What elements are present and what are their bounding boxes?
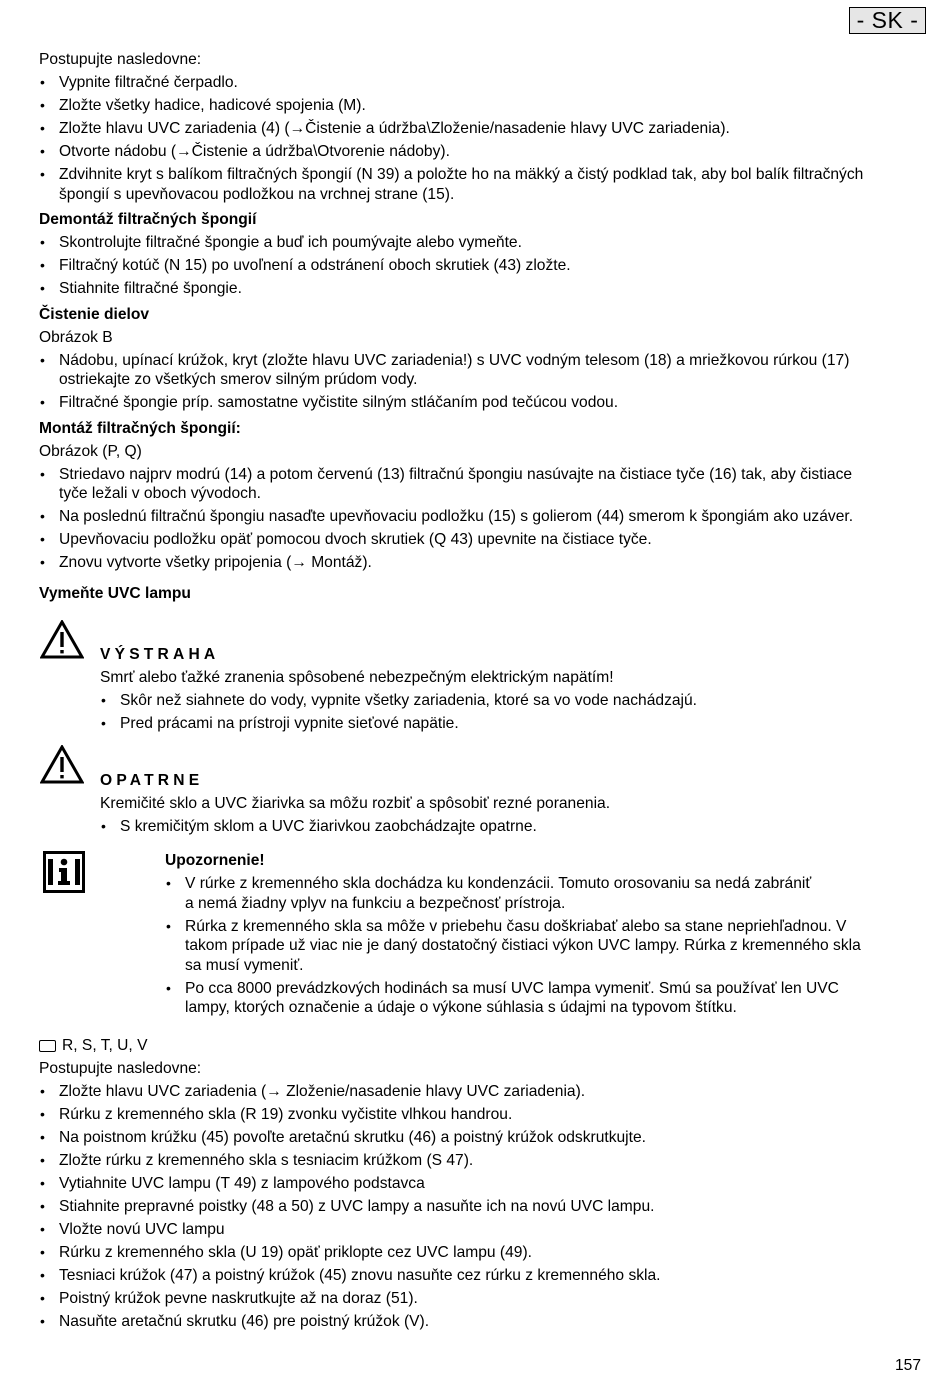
list-item: • Skontrolujte filtračné špongie a buď ich poumývajte alebo vymeňte.: [39, 233, 929, 253]
list-item: • Zložte rúrku z kremenného skla s tesniacim krúžkom (S 47).: [39, 1151, 929, 1171]
list-item: [39, 165, 929, 204]
list-item-line: takom prípade už viac nie je daný dostatočný čistiaci výkon UVC lampy. Rúrka z kremenného skla: [185, 937, 861, 954]
list-item: • Zložte hlavu UVC zariadenia (4) (→Čistenie a údržba\Zloženie/nasadenie hlavy UVC zariadenia).: [39, 119, 929, 139]
list-item: [165, 979, 925, 1018]
info-icon: [43, 851, 85, 893]
note-box: [165, 851, 925, 1018]
caution-text: Kremičité sklo a UVC žiarivka sa môžu rozbiť a spôsobiť rezné poranenia.: [100, 794, 611, 812]
section-heading: Demontáž filtračných špongií: [39, 211, 257, 228]
list-item: • Tesniaci krúžok (47) a poistný krúžok (45) znovu nasuňte cez rúrku z kremenného skla.: [39, 1266, 929, 1286]
list-item: • Skôr než siahnete do vody, vypnite všetky zariadenia, ktoré sa vo vode nachádzajú.: [100, 691, 920, 711]
list-item: • Na poslednú filtračnú špongiu nasaďte upevňovaciu podložku (15) s golierom (44) smerom k špongiám ako uzáver.: [39, 507, 929, 527]
list-item: • Na poistnom krúžku (45) povoľte aretačnú skrutku (46) a poistný krúžok odskrutkujte.: [39, 1128, 929, 1148]
list-item: • S kremičitým sklom a UVC žiarivkou zaobchádzajte opatrne.: [100, 817, 920, 837]
list-item: • Nasuňte aretačnú skrutku (46) pre poistný krúžok (V).: [39, 1312, 929, 1332]
list-item-line: a nemá žiadny vplyv na funkciu a bezpečnosť prístroja.: [185, 894, 566, 912]
figure-icon: [39, 1040, 56, 1052]
list-item: • Pred prácami na prístroji vypnite sieťové napätie.: [100, 714, 920, 734]
figure-reference-text: R, S, T, U, V: [62, 1037, 148, 1054]
list-item: • Rúrku z kremenného skla (R 19) zvonku vyčistite vlhkou handrou.: [39, 1105, 929, 1125]
list-item: • Stiahnite prepravné poistky (48 a 50) z UVC lampy a nasuňte ich na novú UVC lampu.: [39, 1197, 929, 1217]
list-item: • Otvorte nádobu (→Čistenie a údržba\Otvorenie nádoby).: [39, 142, 929, 162]
list-item: • Stiahnite filtračné špongie.: [39, 279, 929, 299]
list-item-line: • Rúrka z kremenného skla sa môže v priebehu času doškriabať alebo sa stane nepriehľadnou. V: [185, 917, 847, 935]
list-item-line: lampy, ktorých označenie a údaje o výkone súhlasia s údajmi na typovom štítku.: [185, 999, 737, 1016]
list-item-line: sa musí vymeniť.: [185, 956, 304, 974]
caution-title: OPATRNE: [100, 772, 204, 789]
warning-box: [100, 645, 920, 733]
procedure-intro: Postupujte nasledovne:: [39, 51, 202, 68]
figure-reference: Obrázok (P, Q): [39, 442, 142, 460]
note-title: Upozornenie!: [165, 852, 265, 869]
figure-reference: Obrázok B: [39, 328, 113, 346]
list-item: • Filtračný kotúč (N 15) po uvoľnení a odstránení oboch skrutiek (43) zložte.: [39, 256, 929, 276]
lamp-replacement-procedure: [39, 1036, 929, 1331]
list-item-line: • Striedavo najprv modrú (14) a potom červenú (13) filtračnú špongiu nasúvajte na čistiace tyče (16) tak, aby čistiace: [59, 465, 853, 483]
list-item: • Znovu vytvorte všetky pripojenia (→ Montáž).: [39, 553, 929, 573]
uvc-lamp-section: [39, 584, 929, 604]
list-item: [39, 465, 929, 504]
page-number: 157: [895, 1357, 922, 1374]
list-item-line: ostriekajte zo všetkých smerov silným prúdom vody.: [59, 371, 418, 388]
warning-triangle-icon: [40, 620, 84, 660]
procedure-intro: Postupujte nasledovne:: [39, 1059, 202, 1077]
list-item: • Upevňovaciu podložku opäť pomocou dvoch skrutiek (Q 43) upevnite na čistiace tyče.: [39, 530, 929, 550]
caution-triangle-icon: [40, 745, 84, 785]
list-item: [39, 351, 929, 390]
list-item: • Vytiahnite UVC lampu (T 49) z lampového podstavca: [39, 1174, 929, 1194]
list-item-line: • V rúrke z kremenného skla dochádza ku kondenzácii. Tomuto orosovaniu sa nedá zabrániť: [185, 875, 812, 892]
parts-cleaning-section: [39, 305, 929, 413]
list-item: • Zložte hlavu UVC zariadenia (→ Zloženie/nasadenie hlavy UVC zariadenia).: [39, 1082, 929, 1102]
figure-reference: [39, 1036, 929, 1056]
procedure-section-1: [39, 50, 929, 204]
list-item: • Zložte všetky hadice, hadicové spojenia (M).: [39, 96, 929, 116]
list-item-line: • Zdvihnite kryt s balíkom filtračných špongií (N 39) a položte ho na mäkký a čistý podklad tak, aby bol balík filtračných: [59, 166, 864, 183]
section-heading: Čistenie dielov: [39, 306, 150, 323]
language-badge: - SK -: [849, 7, 926, 34]
list-item: • Vypnite filtračné čerpadlo.: [39, 73, 929, 93]
list-item-line: • Nádobu, upínací krúžok, kryt (zložte hlavu UVC zariadenia!) s UVC vodným telesom (18) a mriežkovou rúrkou (17): [59, 351, 850, 369]
warning-text: Smrť alebo ťažké zranenia spôsobené nebezpečným elektrickým napätím!: [100, 668, 614, 686]
sponge-mounting-section: [39, 419, 929, 573]
list-item-line: tyče ležali v oboch vývodoch.: [59, 485, 261, 502]
list-item: [165, 917, 925, 976]
section-heading: Vymeňte UVC lampu: [39, 585, 191, 602]
list-item: • Rúrku z kremenného skla (U 19) opäť priklopte cez UVC lampu (49).: [39, 1243, 929, 1263]
list-item: • Poistný krúžok pevne naskrutkujte až na doraz (51).: [39, 1289, 929, 1309]
section-heading: Montáž filtračných špongií:: [39, 420, 241, 437]
sponge-removal-section: [39, 210, 929, 299]
warning-title: VÝSTRAHA: [100, 646, 220, 663]
caution-box: [100, 771, 920, 836]
list-item-line: špongií s upevňovacou podložkou na vrchnej strane (15).: [59, 185, 455, 203]
list-item: • Filtračné špongie príp. samostatne vyčistite silným stláčaním pod tečúcou vodou.: [39, 393, 929, 413]
list-item: • Vložte novú UVC lampu: [39, 1220, 929, 1240]
list-item: [165, 874, 925, 913]
list-item-line: • Po cca 8000 prevádzkových hodinách sa musí UVC lampa vymeniť. Smú sa používať len UVC: [185, 979, 839, 997]
